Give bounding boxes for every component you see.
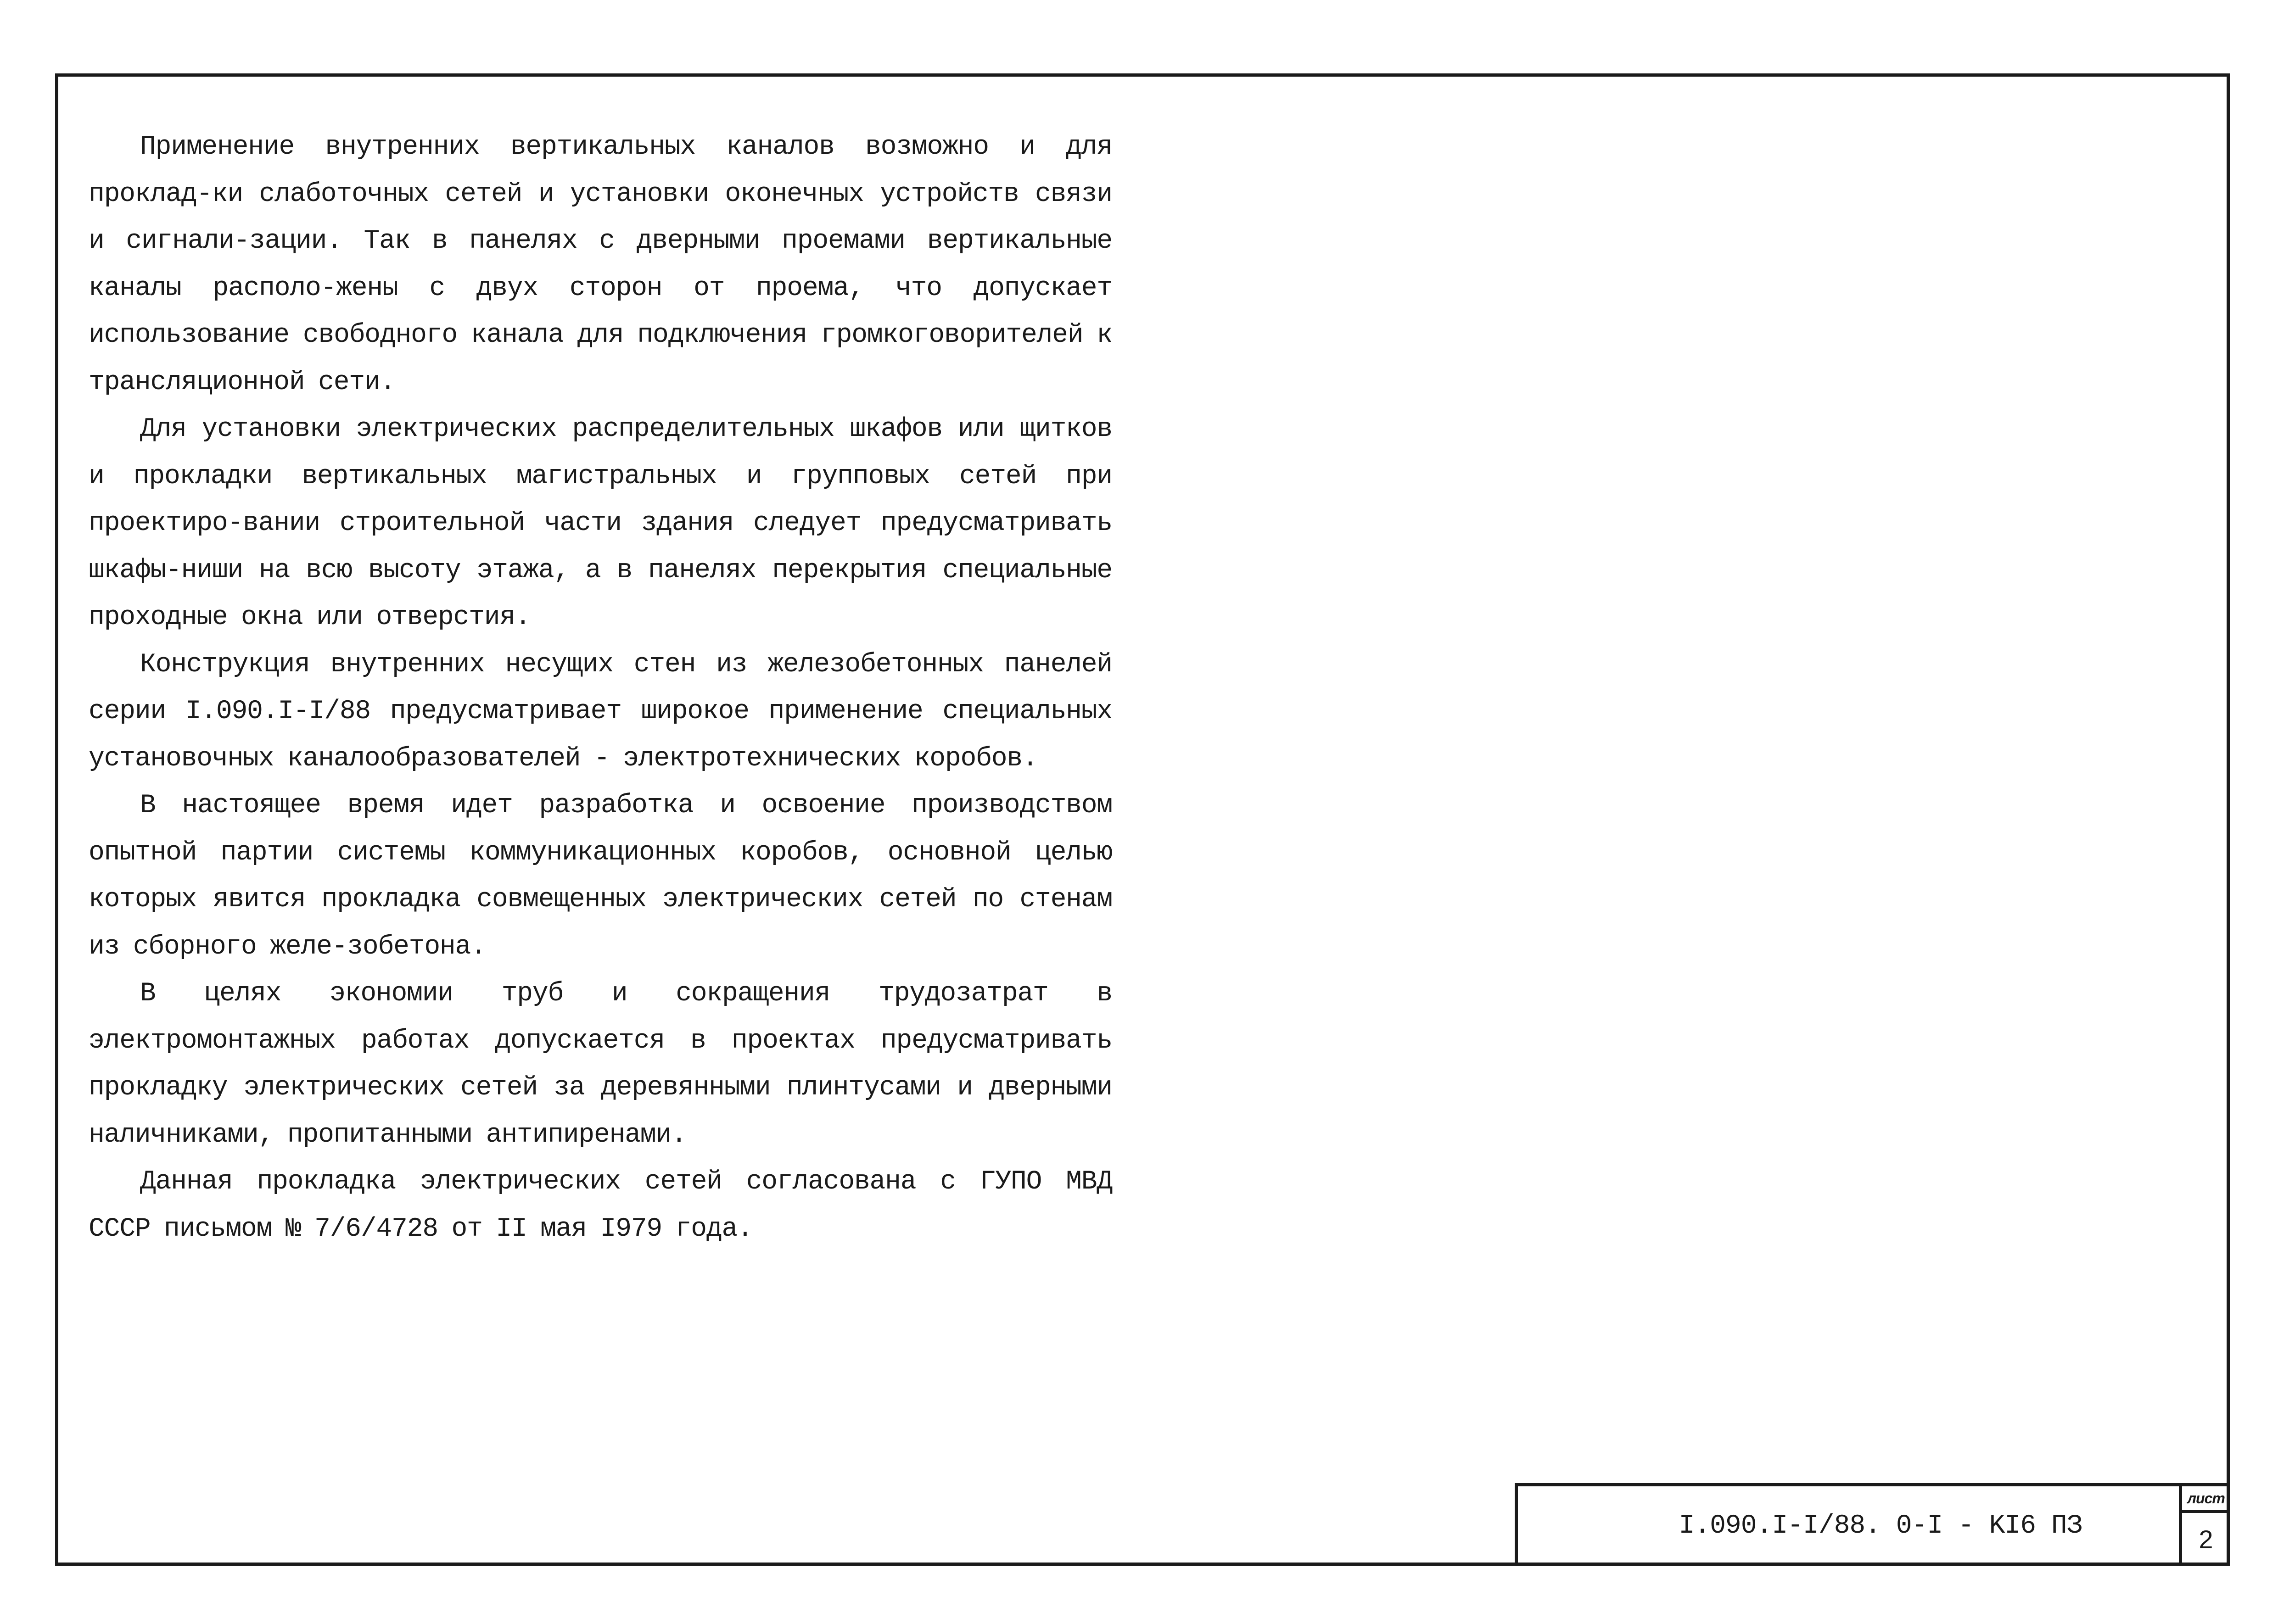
sheet-number: 2 xyxy=(2199,1525,2213,1554)
paragraph-1: Применение внутренних вертикальных каналов возможно и для проклад-ки слаботочных сетей и установки оконечных устройств связи и сигнали-зации. Так в панелях с дверными проемами вертикальные каналы располо-жены с двух сторон от проема, что допускает использование свободного канала для подключения громкоговорителей к трансляционной сети. xyxy=(89,132,1112,397)
paragraph-2: Для установки электрических распределительных шкафов или щитков и прокладки вертикальных магистральных и групповых сетей при проектиро-вании строительной части здания следует предусматривать шкафы-ниши на всю высоту этажа, а в панелях перекрытия специальные проходные окна или отверстия. xyxy=(89,414,1112,632)
document-code: I.090.I-I/88. 0-I - KI6 ПЗ xyxy=(1679,1511,2082,1541)
paragraph-6: Данная прокладка электрических сетей согласована с ГУПО МВД СССР письмом № 7/6/4728 от II мая I979 года. xyxy=(89,1167,1112,1244)
title-block xyxy=(1515,1483,2230,1566)
paragraph-3: Конструкция внутренних несущих стен из железобетонных панелей серии I.090.I-I/88 предусматривает широкое применение специальных установочных каналообразователей - электротехнических коробов. xyxy=(89,649,1112,774)
paragraph-5: В целях экономии труб и сокращения трудозатрат в электромонтажных работах допускается в проектах предусматривать прокладку электрических сетей за деревянными плинтусами и дверными наличниками, пропитанными антипиренами. xyxy=(89,979,1112,1150)
sheet-label: лист xyxy=(2182,1486,2230,1513)
sheet-cell xyxy=(2179,1486,2230,1566)
paragraph-4: В настоящее время идет разработка и освоение производством опытной партии системы коммуникационных коробов, основной целью которых явится прокладка совмещенных электрических сетей по стенам из сборного желе-зобетона. xyxy=(89,791,1112,962)
explanatory-note-text xyxy=(89,124,1112,1253)
